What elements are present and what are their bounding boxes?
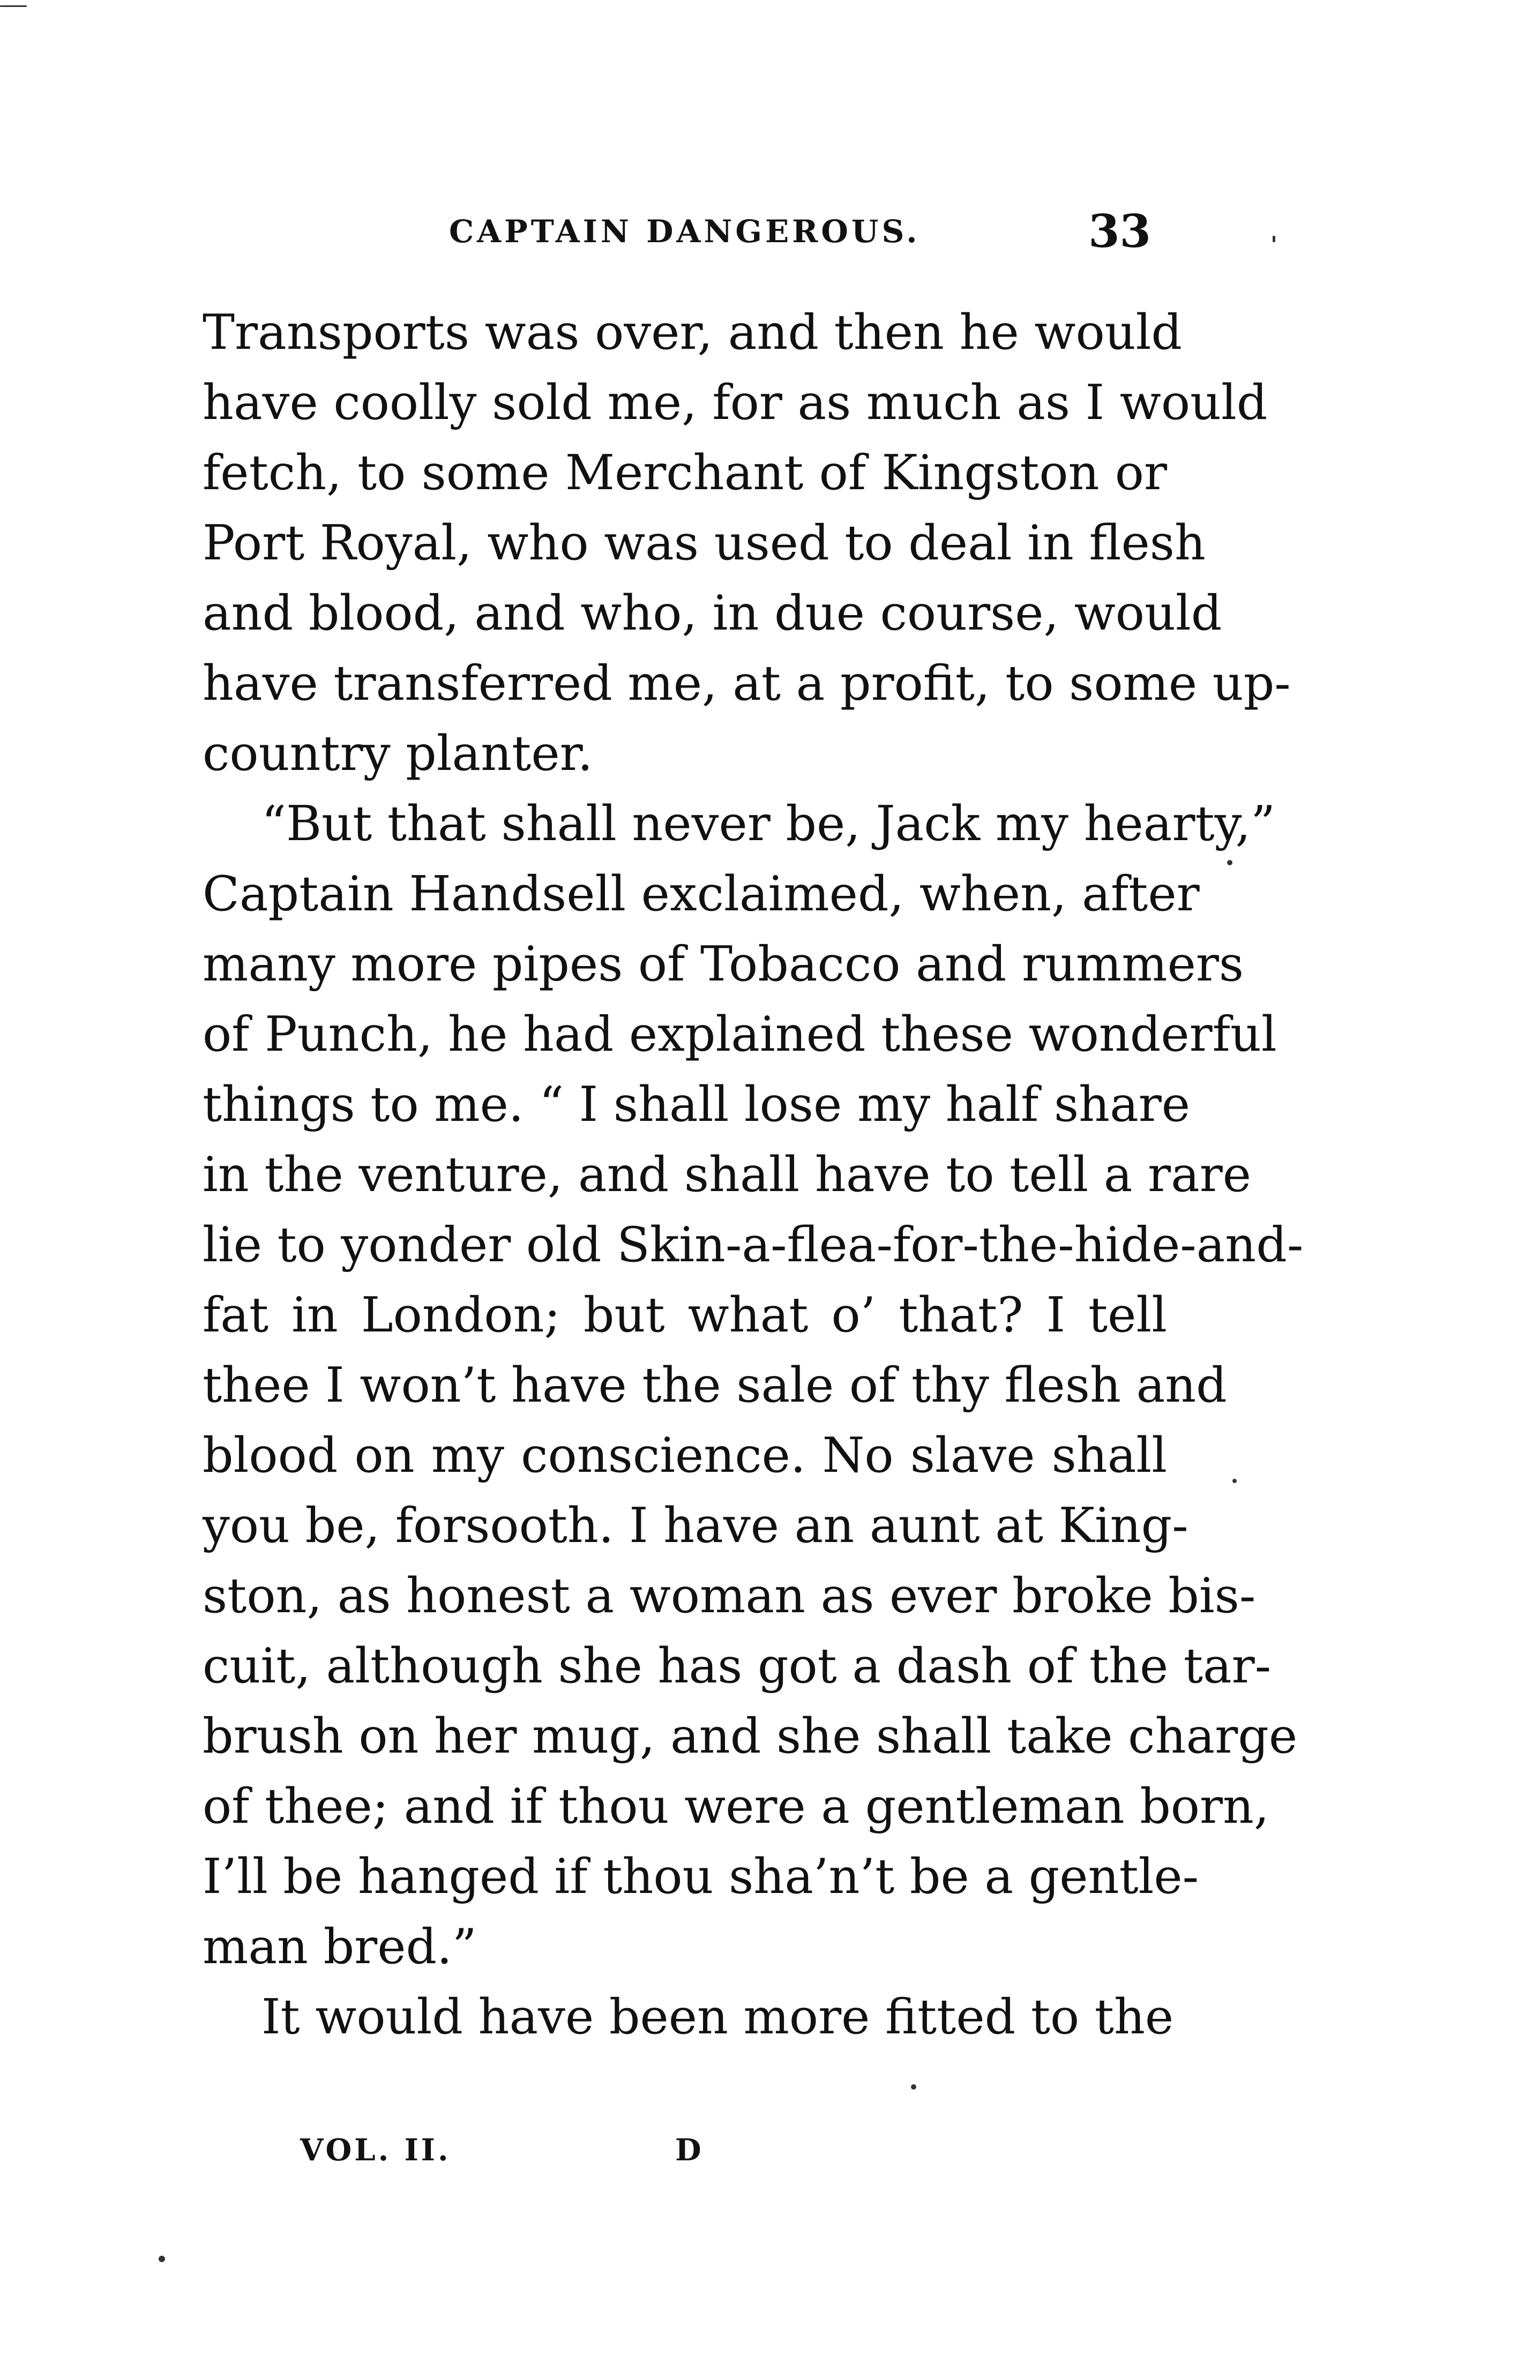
scan-speck — [1227, 860, 1232, 865]
scan-speck — [0, 5, 27, 7]
text-line: things to me. “ I shall lose my half share — [203, 1076, 1191, 1133]
text-line: fat in London; but what o’ that? I tell — [203, 1287, 1167, 1343]
scan-speck — [1273, 236, 1275, 242]
scan-speck — [1232, 1479, 1237, 1483]
text-line: It would have been more fitted to the — [261, 1989, 1174, 2045]
text-line: of Punch, he had explained these wonderful — [203, 1006, 1277, 1062]
text-line: you be, forsooth. I have an aunt at King- — [203, 1498, 1188, 1554]
text-line: man bred.” — [203, 1919, 477, 1975]
text-line: thee I won’t have the sale of thy flesh and — [203, 1357, 1227, 1413]
text-line: cuit, although she has got a dash of the tar- — [203, 1638, 1272, 1694]
text-line: Transports was over, and then he would — [203, 304, 1182, 361]
text-line: I’ll be hanged if thou sha’n’t be a gentle- — [203, 1848, 1199, 1905]
text-line: Captain Handsell exclaimed, when, after — [203, 866, 1200, 922]
running-title: CAPTAIN DANGEROUS. — [449, 213, 921, 250]
text-line: Port Royal, who was used to deal in flesh — [203, 515, 1206, 571]
text-line: brush on her mug, and she shall take charge — [203, 1708, 1298, 1764]
text-line: lie to yonder old Skin-a-flea-for-the-hide-and- — [203, 1217, 1304, 1273]
text-line: country planter. — [203, 725, 593, 782]
text-line: of thee; and if thou were a gentleman born, — [203, 1778, 1269, 1835]
text-line: ston, as honest a woman as ever broke bis- — [203, 1568, 1256, 1624]
text-line: many more pipes of Tobacco and rummers — [203, 936, 1244, 992]
text-line: and blood, and who, in due course, would — [203, 585, 1222, 641]
body-text — [203, 297, 1304, 2052]
page-number: 33 — [1088, 205, 1151, 258]
signature-line — [300, 2132, 729, 2186]
signature-mark: D — [675, 2132, 701, 2168]
text-line: have coolly sold me, for as much as I would — [203, 375, 1268, 431]
text-line: blood on my conscience. No slave shall — [203, 1427, 1167, 1484]
text-line: in the venture, and shall have to tell a rare — [203, 1147, 1252, 1203]
text-line: fetch, to some Merchant of Kingston or — [203, 445, 1167, 501]
volume-mark: VOL. II. — [300, 2132, 451, 2168]
scan-speck — [159, 2256, 165, 2262]
scan-speck — [911, 2084, 916, 2090]
running-head — [203, 205, 1167, 267]
text-line: have transferred me, at a profit, to some up- — [203, 655, 1291, 712]
text-line: “But that shall never be, Jack my hearty,” — [261, 796, 1276, 852]
